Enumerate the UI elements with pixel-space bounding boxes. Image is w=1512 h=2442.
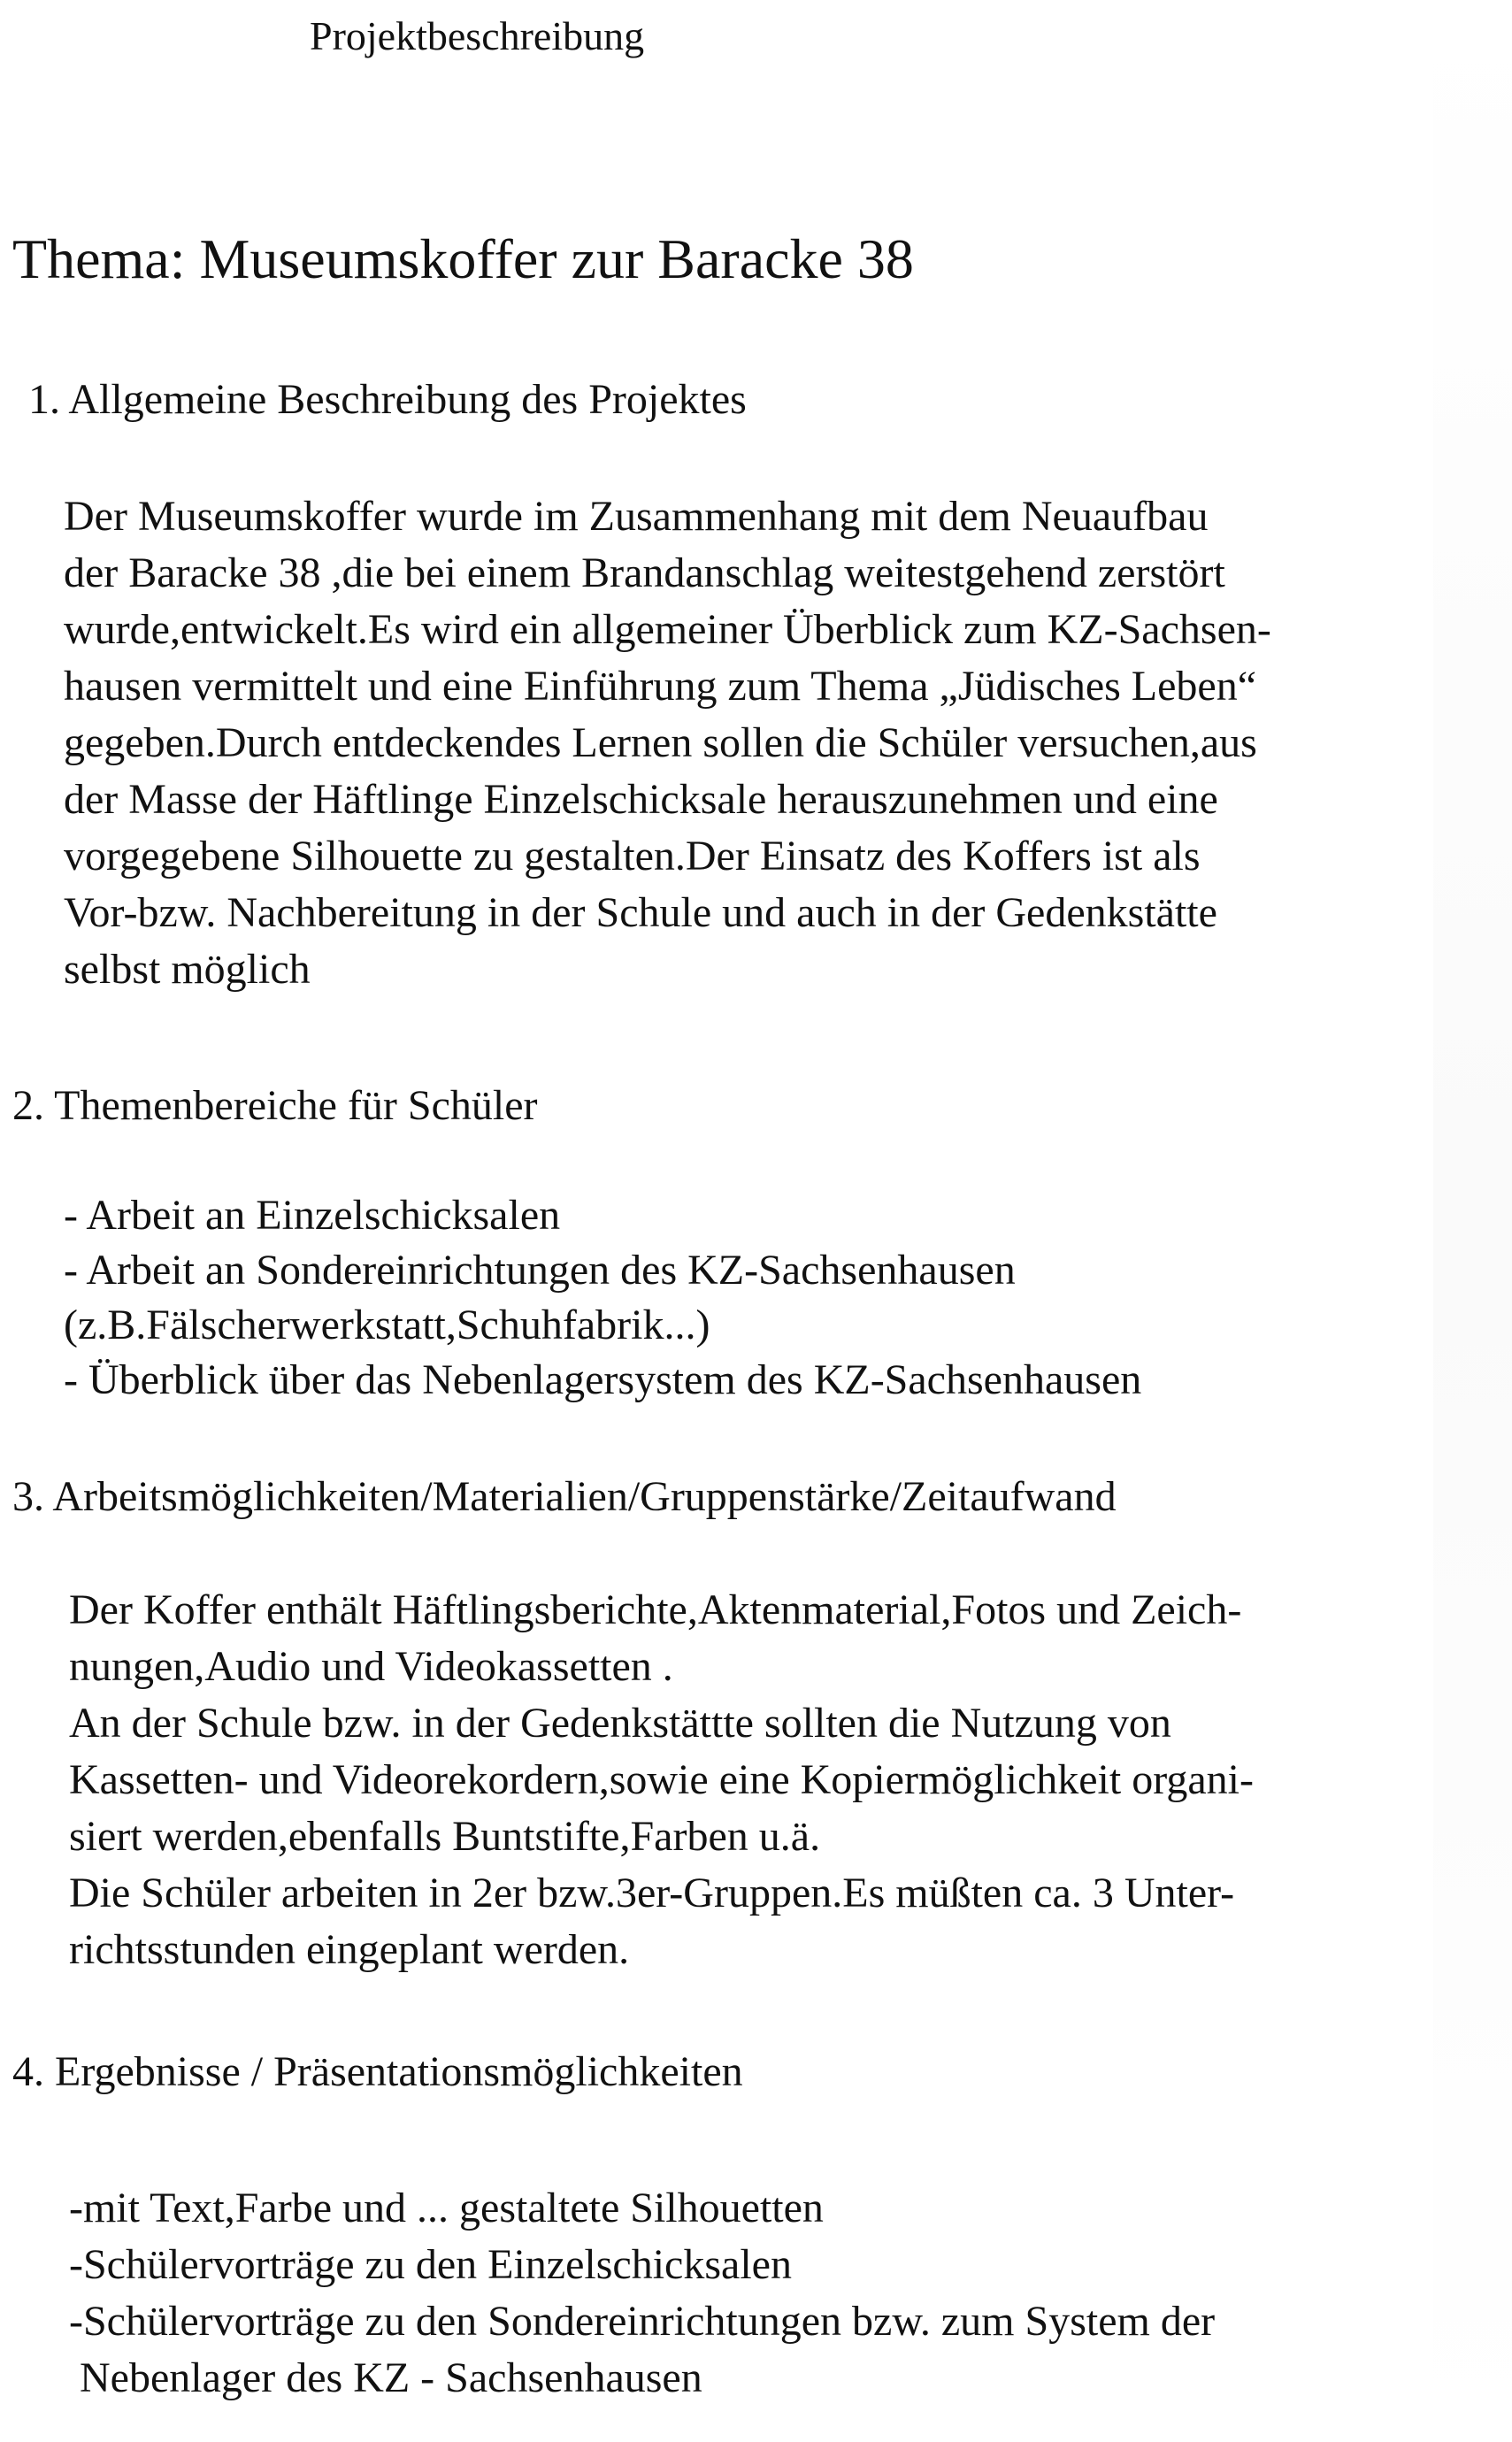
section-3-line: richtsstunden eingeplant werden.: [69, 1926, 630, 1973]
section-1-line: der Masse der Häftlinge Einzelschicksale herauszunehmen und eine: [64, 776, 1218, 823]
section-1-line: wurde,entwickelt.Es wird ein allgemeiner Überblick zum KZ-Sachsen-: [64, 606, 1271, 653]
section-4-heading: 4. Ergebnisse / Präsentationsmöglichkeiten: [12, 2048, 743, 2095]
section-4-line: -Schülervorträge zu den Sondereinrichtungen bzw. zum System der: [69, 2298, 1216, 2345]
section-3-line: siert werden,ebenfalls Buntstifte,Farben u.ä.: [69, 1813, 821, 1860]
section-3-line: nungen,Audio und Videokassetten .: [69, 1643, 673, 1690]
section-1-line: Vor-bzw. Nachbereitung in der Schule und auch in der Gedenkstätte: [64, 889, 1217, 936]
section-4-line: -mit Text,Farbe und ... gestaltete Silhouetten: [69, 2185, 824, 2231]
section-2-line: (z.B.Fälscherwerkstatt,Schuhfabrik...): [64, 1302, 710, 1348]
section-3-line: An der Schule bzw. in der Gedenkstättte sollten die Nutzung von: [69, 1700, 1171, 1747]
document-header: Projektbeschreibung: [310, 13, 645, 58]
section-4-line: -Schülervorträge zu den Einzelschicksalen: [69, 2241, 792, 2288]
section-3-line: Kassetten- und Videorekordern,sowie eine Kopiermöglichkeit organi-: [69, 1756, 1254, 1803]
section-1-heading: 1. Allgemeine Beschreibung des Projektes: [28, 376, 747, 423]
section-3-line: Der Koffer enthält Häftlingsberichte,Aktenmaterial,Fotos und Zeich-: [69, 1586, 1242, 1633]
section-2-line: - Arbeit an Einzelschicksalen: [64, 1192, 561, 1239]
section-4-line: Nebenlager des KZ - Sachsenhausen: [69, 2354, 702, 2401]
section-3-line: Die Schüler arbeiten in 2er bzw.3er-Gruppen.Es müßten ca. 3 Unter-: [69, 1870, 1235, 1916]
section-2-line: - Arbeit an Sondereinrichtungen des KZ-Sachsenhausen: [64, 1247, 1016, 1294]
page-edge-shadow: [1433, 0, 1512, 2442]
section-2-line: - Überblick über das Nebenlagersystem des KZ-Sachsenhausen: [64, 1356, 1142, 1403]
section-1-line: der Baracke 38 ,die bei einem Brandanschlag weitestgehend zerstört: [64, 549, 1225, 596]
section-2-heading: 2. Themenbereiche für Schüler: [12, 1082, 538, 1129]
section-1-line: gegeben.Durch entdeckendes Lernen sollen die Schüler versuchen,aus: [64, 719, 1257, 766]
section-3-heading: 3. Arbeitsmöglichkeiten/Materialien/Gruppenstärke/Zeitaufwand: [12, 1473, 1117, 1520]
section-1-line: selbst möglich: [64, 946, 311, 993]
section-1-line: vorgegebene Silhouette zu gestalten.Der Einsatz des Koffers ist als: [64, 833, 1201, 879]
document-title: Thema: Museumskoffer zur Baracke 38: [12, 227, 914, 290]
section-1-line: Der Museumskoffer wurde im Zusammenhang mit dem Neuaufbau: [64, 493, 1209, 540]
section-1-line: hausen vermittelt und eine Einführung zum Thema „Jüdisches Leben“: [64, 663, 1257, 710]
